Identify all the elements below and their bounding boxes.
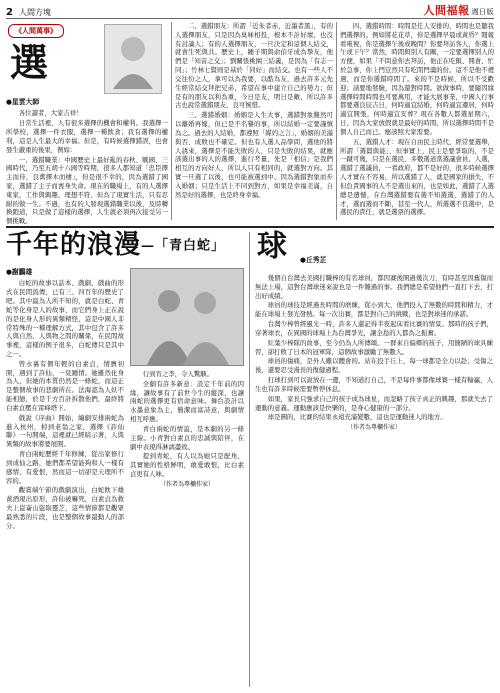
paragraph: 球員的傷痛，是外人難以體會的。站在投手丘上，每一球都是全力以赴；受傷之後，還要忍受漫長的復健過程。 (255, 357, 493, 375)
author-note: （作者為專欄作家） (159, 480, 214, 488)
paragraph: 三、選錯婚姻：婚姻是人生大事，選錯對象難然可以離婚再嫁，但已是不名譽的事，所以結婚一定要謹慎為之。過去的人結婚，都遵照「媒妁之言」，婚姻的美滿與否，成敗也不確定。但也有人選人品學問，選他的將人誘來，選擇是不能失敗的人，只是失敗的結果，就應該選出事的人的選擇，進行考量，先是「相信」是我們相互的方向好人，所以人只有相同的，就選對方向。其實一旦選了以後，也可能被選到中、因為選錯對象而步入婚姻；只是生活上不同到對方，如果是幸福美滿，自然是好的選擇，也是終身幸福。 (175, 111, 333, 199)
stage-photo (130, 268, 244, 366)
paragraph: 五、選錯人才：現在自由民主時代，經常要選舉，所謂「選賢與能」，但事實上，民主是要爭取的，不是一蹴可幾，只是在選民，多數選道當選議會員，人選，選錯了選議員，一看政府，都不是好的，很多時候選擇人才實在不容易，所以選錯了人，就是國家的損失，不但負責國事的人不是選出來的，也是如此，選錯了人選總是遺憾，在台灣選錯要有選不知選選，選錯了的人才，選而選而不斷，甚至一代人，所選選不良選中，是選民的責任，就是選票的選擇。 (340, 137, 494, 217)
paragraph: 四、選錯時間：時間是任人安排的，時間也是聽我們選擇的。例如將花花草，你是選擇早晨或黃昏？閱報看電視，你是選擇午後或晚間？你要拜訪客人，你選上午或下午？當然，時間與別人有關，一定要選擇別人的方便，如果「不問意你去拜訪，他正在吃飯、開會、忙於急事，你上門豈然只有吃閉門羹的份。這不是他不禮遇，而是你選錯時間了。來的不是時候，所以不受歡迎；請要地發臉，因為還對時間。欲做事時，要隨因緣選擇時間時間也可要萬用，才能大展事業，中國人行事都要選良辰吉日，何時適宜結婚，何時適宜遷居，何時適宜開張，何時適宜安葬？現在各數人都選星期六，日，因為大家放假就是最好的時間，所以選擇時間不是個人自己而已。應該照大家需要。 (340, 22, 494, 136)
headline-subtitle: —「青白蛇」 (141, 238, 226, 254)
column1-body (6, 96, 168, 227)
paragraph: 全劇有許多新意：設定千年前的因緣，讓故事有了前世今生的縱深，也讓兩蛇的選擇更有宿命意味。舞台設計以水墨意象為主，簡潔而富詩意，與劇情相互呼應。 (130, 379, 244, 424)
section-divider (6, 226, 494, 228)
article-title-char: 選 (10, 40, 49, 85)
paragraph: 行到宵之李，令人驚駭。 (142, 370, 214, 378)
paragraph: 青白兩蛇歷經千年修練，從出家修行到成仙之路，她們都希望能夠和人一樣有感情、有愛恨，然而這一切卻是天理所不容的。 (6, 450, 124, 485)
paragraph: 白蛇的故事以話本、戲劇、戲曲的形式在民間流傳，已有三、四百年的歷史了吧。其中最為人所不知的，就是白蛇、青蛇等化身是人的故事，而它們身上正在說的是化身人形的異類精怪，這是中國人非常特殊的一種理解方式，其中包含了許多人與自然、人與物之間的關係，在民間故事裡，這樣的例子很多，白蛇傳只是其中之一。 (6, 279, 124, 358)
paragraph: 各位讀者，大家吉祥！ (18, 109, 83, 118)
headline-text: 千年的浪漫 (6, 230, 142, 260)
masthead-brand (424, 2, 495, 18)
paragraph: 觀賞端午節的戲劇演出，白蛇飲下雄黃酒現出原形，許仙被嚇死，白素貞為救夫上崑崙山盜取靈芝，這些情節都是觀眾最熟悉的片段，也是整個故事最動人的部分。 (6, 486, 124, 530)
paragraph: 日常生活裡，人有很多選擇的機會和權利。我選擇一所學校，選擇一件衣服，選擇一種飲食；我有選擇的權利，這是人生最大的幸福。但是，有時候選擇錯誤，也會發生嚴重的後果，例如： (6, 119, 168, 154)
paragraph: 戲說《序曲》開始，編劇安排兩蛇為進入杭州，掉到老翁之家，選擇《許仙聯》一句開端，這裡就已經暗示著，人與異類的故事將要展開。 (6, 413, 124, 449)
column2-body (175, 22, 333, 201)
paragraph: 台灣少棒曾經風光一時，許多人還記得半夜起床看比賽的情景。那時的孩子們，穿著球衣，在異國的球場上為台灣爭光，讓全島的人都為之振奮。 (255, 320, 493, 337)
article-author: ●丘秀芷 (300, 256, 327, 264)
brand-name: 人間福報 (423, 4, 470, 17)
paragraph: 提到青蛇，有人以為她只是配角，其實她的性格鮮明，敢愛敢恨，比白素貞更有人味。 (130, 452, 244, 479)
lower-left-headline (6, 232, 225, 258)
article-author: ●星雲大師 (6, 98, 40, 106)
author-portrait (104, 24, 162, 94)
portrait-icon (108, 29, 158, 89)
paragraph: 一、選錯職業：中國歷史上最好亂的春秋、戰國、三國時代，乃至五胡十六國等時期，很多人都知道「忠臣擇主而侍，良禽擇木而棲」，但是很不幸的，因為選錯了國家，選錯了主子而喪身失命。現在的職場上，有的人選擇東家，工作與興趣、理想不符，但為了現實生活，只有忍耐的做一生。不過，也有的人發現選錯職業以後，及時轉換跑道，只是做了這樣的選擇，人生就必須再次接受另一個挑戰。 (6, 155, 168, 226)
author-note: （作者為專欄作家） (346, 424, 401, 432)
paragraph: 球是圓的，比賽的結果永遠充滿變數，這也是運動迷人的地方。 (267, 413, 447, 422)
page-number: 2 (6, 7, 13, 18)
column-divider (336, 22, 337, 220)
brand-edition: 週日版 (471, 8, 494, 16)
paragraph: 紅葉少棒隊的故事，至今仍為人所傳頌。一群來自偏鄉的孩子，用簡陋的球具練習，卻打敗了日本的冠軍隊，這個故事激勵了無數人。 (255, 338, 493, 356)
lower-right-headline: 球 (257, 229, 287, 264)
paragraph: 幾個自台灣去美國打職棒的有名球員，都因賽後開過幾次刀，有時甚至因舊傷而無法上場，這對台灣球迷來說也是一件難過的事。我們總是希望他們一直打下去，打出好成績。 (255, 274, 493, 300)
column-divider (249, 232, 250, 687)
page-header (6, 2, 494, 19)
column-tag: 《人間萬事》 (8, 24, 64, 38)
photo-icon (131, 269, 243, 365)
paragraph: 球員的球技是經過長時間的磨練，從小到大，他們投入了無數的時間和精力，才能在球場上發光發熱。每一次出賽，都是對自己的挑戰，也是對球迷的承諾。 (255, 301, 493, 319)
lower-left-body-right (130, 370, 244, 489)
paragraph: 曾水裏有個年輕的白素貞，情竇初開，遇到了許仙，一見鍾情。她雖然化身為人，但她的本質仍然是一條蛇，而這正是整個故事的悲劇所在。法海認為人妖不能相戀，於是千方百計拆散他們，最終將白素貞壓在雷峰塔下。 (6, 359, 124, 412)
paragraph: 打球打到可以說放在一邊，不知道打自己，不是每件事都像球賽一樣有輸贏，人生也有許多時候需要暫停休息。 (255, 376, 493, 393)
column3-body (340, 22, 494, 218)
paragraph: 如果，家長只強求自己的孩子成為球星，而忽略了孩子真正的興趣，那就失去了運動的意義。運動應該是快樂的，是身心健康的一部分。 (255, 394, 493, 412)
section-title: 人間方塊 (18, 8, 51, 17)
column-divider (171, 22, 172, 220)
paragraph: 青白兩蛇的情誼，是本劇的另一條主線。小青對白素貞的忠誠與陪伴，在劇中表現得淋漓盡致。 (130, 424, 244, 451)
article-author: ●謝鵬雄 (6, 268, 33, 276)
paragraph: 二、選錯朋友：所謂「近朱者赤，近墨者黑」，有的人選擇朋友，只是因為臭味相投，根本不計好壞，也沒有討論人；有的人選擇朋友，一旦決定和這個人結交，就會生死與共。歷史上，鍾子期與俞伯牙成為摯友，他們是「知音之交」；劉關張桃園三結義，是因為「有志一同」；竹林七賢則是基於「同好」而結交。也有一些人不交往份之人，拿可以為我要，以酷為友，過去許多元先生經常結交拜把兄弟，希望在事中建立自己的勢力；但是有的朋友以利為重，今日是友，明日是敵，所以許多古也說常選錯朋友，良可惋惜。 (175, 22, 333, 110)
lower-left-body (6, 266, 124, 532)
lower-right-body (255, 274, 493, 433)
